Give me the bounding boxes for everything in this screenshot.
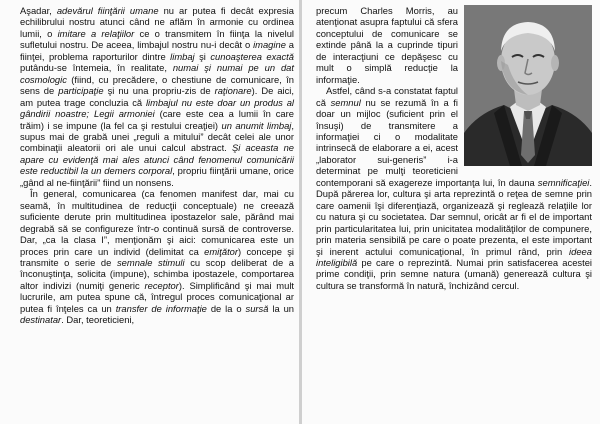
text-run: raţionare	[214, 85, 252, 97]
text-run: Astfel, când s-a constatat faptul că	[316, 85, 458, 108]
text-run: cunoaşterea exactă	[210, 50, 294, 62]
text-run: de la o	[206, 302, 246, 314]
text-run: nu ar putea fi decât expresia echilibrului nostru atunci când ne aflăm în armonie cu ordinea lumii, o	[20, 5, 294, 39]
portrait-photo	[464, 5, 592, 166]
text-run: putându-se întemeia, în realitate,	[20, 62, 173, 74]
text-run: sursă	[245, 302, 269, 314]
text-run: , propriu fiinţării umane, orice „gând al ne-fiinţării” fiind un nonsens.	[20, 165, 295, 188]
text-run: În general, comunicarea (ca fenomen manifest dar, mai cu seamă, în multitudinea de reducţii conceptuale) ne creează suficiente derute prin multitudinea ipostazelor sale, părând mai degrabă să se configureze într-o continuă sursă de controverse. Dar, „ca la clasa I”, menţionăm şi aici: comunicarea este un proces prin care un individ (delimitat ca	[20, 188, 294, 257]
text-run: Şi aceasta ne apare cu evidenţă mai ales atunci când fenomenul comunicării este reductibil la un demers corporal	[20, 142, 294, 177]
text-run: şi nu una propriu-zis de	[103, 85, 215, 97]
text-run: (fiind, cu precădere, o chestiune de comunicare, în sens de	[20, 73, 294, 97]
text-run: semnale stimuli	[116, 256, 185, 268]
text-run: semnul	[330, 96, 361, 108]
text-run: numai şi numai pe un dat cosmologic	[20, 62, 294, 85]
text-run: şi	[194, 50, 211, 62]
text-run: ). Simplificând şi mai mult lucrurile, am putea spune că, întregul proces comunicaţional ar putea fi înţeles ca un	[20, 279, 295, 314]
text-run: imitare a relaţiilor	[57, 27, 135, 39]
text-run: ideea inteligibilă	[316, 245, 592, 268]
text-run: adevărul fiinţării umane	[56, 5, 159, 16]
text-run: cu scop deliberat de a înconuştinţa, solicita (impune), schimba ipostazele, comportarea altor indivizi (numiţi generic	[20, 256, 294, 291]
right-page	[302, 0, 600, 424]
left-paragraph-2	[20, 188, 294, 325]
text-run: . După părerea lor, cultura şi arta reprezintă o reţea de semne prin care oamenii îşi diferenţiază, organizează şi reglează relaţiile lor cu natura şi cu societatea. Dar semnul, oricât ar fi el de important prin particularitatea lui, prin unicitatea modalităţilor de compunere, prin materia sensibilă pe care o poate prezenta, el este important şi inerent actului comunicaţional, în primul rând, prin	[316, 176, 592, 257]
text-run: emiţător	[204, 245, 239, 257]
text-run: transfer de informaţie	[115, 302, 207, 314]
text-run: nu se rezumă în a fi doar un mijloc (suficient prin el însuşi) de transmitere a informaţiei ci o modalitate intrinsecă de elaborare a ei, acest „laborator sui-generis” i-a determinat pe mulţi teoreticieni contemporani să exagereze importanţa lui, în dauna	[316, 96, 538, 188]
text-run: a fiinţei, problema raporturilor dintre	[20, 39, 294, 62]
left-paragraph-1	[20, 5, 294, 188]
text-run: semnificaţiei	[537, 176, 590, 188]
text-run: imagine	[253, 39, 286, 51]
text-run: Aşadar,	[20, 5, 57, 16]
text-run: receptor	[144, 279, 179, 291]
text-run: un anumit limbaj	[221, 119, 292, 131]
text-run: limbaj	[170, 50, 195, 62]
text-run: destinatar	[20, 314, 62, 326]
text-run: ce o transmitem în fiinţa la nivelul sufletului nostru. De aceea, limbajul nostru nu-i decât o	[20, 27, 294, 51]
text-run: pe care o reprezintă. Numai prin satisfacerea acestei prime condiţii, prin semne natura (umană) generează cultura şi cultura se transformă în natură, închizând cercul.	[316, 256, 592, 291]
text-run: precum Charles Morris, au atenţionat asupra faptului că sfera conceptului de comunicare se extinde până la a cuprinde tipuri de interacţiuni ce depăşesc cu mult o simplă reducţie la informaţie.	[316, 5, 458, 85]
text-run: la un	[268, 302, 295, 314]
text-run: (care este cea a lumii în care trăim) i se impune (la fel ca şi restului creaţiei)	[20, 108, 294, 131]
text-run: ) concepe şi transmite o serie de	[20, 245, 294, 268]
text-run: . Dar, teoreticieni,	[61, 314, 135, 326]
text-run: limbajul nu este doar un produs al gândirii noastre; Legii armoniei	[20, 96, 294, 120]
text-run: , supus mai de grabă unei „reguli a mitului” decât celei ale unor combinaţii aleatorii ori ale unui calcul abstract.	[20, 119, 294, 154]
text-run: ). De aici, am putea trage concluzia că	[20, 85, 294, 108]
text-run: participaţie	[58, 85, 104, 97]
